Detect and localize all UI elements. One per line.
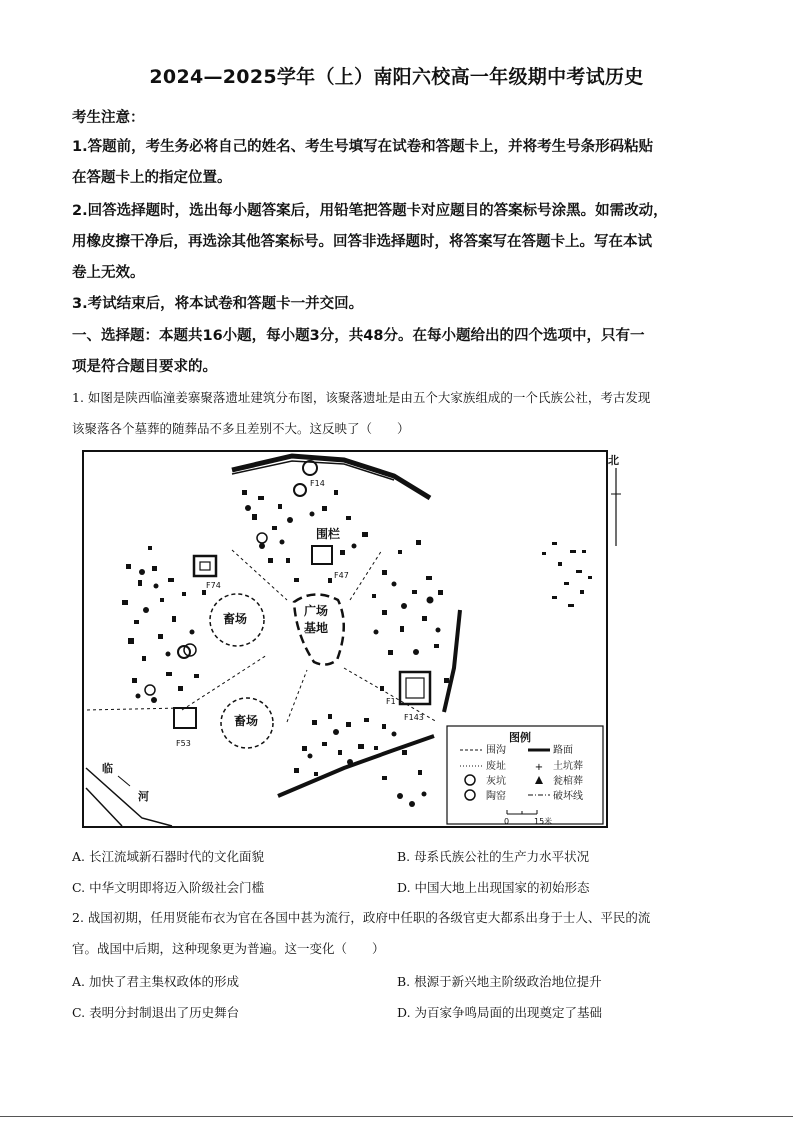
legend-item-kiln: 陶窑 (486, 791, 506, 802)
legend-item-pit-burial: 土坑葬 (553, 761, 583, 772)
question-2-option-d[interactable]: D. 为百家争鸣局面的出现奠定了基础 (397, 1005, 603, 1020)
map-label-f74: F74 (206, 581, 221, 590)
question-2-line-2: 官。战国中后期，这种现象更为普遍。这一变化（ ） (72, 941, 385, 956)
notice-label: 考生注意： (72, 110, 145, 126)
section-heading (72, 321, 724, 383)
settlement-map (82, 450, 608, 828)
map-label-plaza-2: 基地 (304, 621, 329, 635)
question-1-option-b[interactable]: B. 母系氏族公社的生产力水平状况 (397, 849, 590, 864)
svg-text:+: + (534, 762, 544, 773)
map-label-pen-2: 畜场 (234, 714, 259, 728)
legend-item-damage-line: 破坏线 (553, 791, 583, 802)
question-2-stem (72, 902, 724, 964)
map-label-f47: F47 (334, 571, 349, 580)
notice-2-line-3: 卷上无效。 (72, 265, 145, 281)
notice-2-line-1: 2.回答选择题时，选出每小题答案后，用铅笔把答题卡对应题目的答案标号涂黑。如需改动， (72, 203, 668, 219)
notice-1-line-1: 1.答题前，考生务必将自己的姓名、考生号填写在试卷和答题卡上，并将考生号条形码粘贴 (72, 139, 654, 155)
legend-item-urn-burial: 瓮棺葬 (553, 776, 583, 787)
legend-title: 图例 (509, 731, 531, 744)
map-label-f1: F1 (386, 697, 396, 706)
north-label: 北 (608, 454, 619, 467)
map-label-river-2: 河 (138, 790, 149, 803)
question-1-line-2: 该聚落各个墓葬的随葬品不多且差别不大。这反映了（ ） (72, 421, 410, 436)
map-label-plaza-1: 广场 (304, 604, 329, 618)
question-2-option-a[interactable]: A. 加快了君主集权政体的形成 (72, 974, 239, 989)
footer-rule (0, 1116, 793, 1117)
notice-3-line-1: 3.考试结束后，将本试卷和答题卡一并交回。 (72, 296, 364, 312)
notice-2-line-2: 用橡皮擦干净后，再选涂其他答案标号。回答非选择题时，将答案写在答题卡上。写在本试 (72, 234, 652, 250)
map-label-f53: F53 (176, 739, 191, 748)
question-2-line-1: 2. 战国初期，任用贤能布衣为官在各国中甚为流行，政府中任职的各级官吏大都系出身于士人、平民的流 (72, 910, 651, 925)
notice-1 (72, 132, 724, 194)
section-heading-line-1: 一、选择题：本题共16小题，每小题3分，共48分。在每小题给出的四个选项中，只有一 (72, 328, 645, 344)
north-arrow-icon (604, 450, 634, 550)
map-label-pen-1: 畜场 (223, 612, 248, 626)
section-heading-line-2: 项是符合题目要求的。 (72, 359, 217, 375)
exam-title: 2024—2025学年（上）南阳六校高一年级期中考试历史 (149, 66, 644, 88)
question-1-stem (72, 382, 724, 444)
legend-item-ash-pit: 灰坑 (486, 776, 506, 787)
question-2-option-b[interactable]: B. 根源于新兴地主阶级政治地位提升 (397, 974, 602, 989)
map-label-fence: 围栏 (316, 527, 341, 541)
notice-3 (72, 289, 724, 320)
legend-item-road: 路面 (553, 745, 573, 756)
map-label-f14: F14 (310, 479, 325, 488)
map-label-f143: F143 (404, 713, 424, 722)
legend-scale-zero: 0 (504, 817, 510, 826)
legend-item-ruins: 废址 (486, 761, 506, 772)
map-label-river-1: 临 (102, 762, 113, 775)
notice-1-line-2: 在答题卡上的指定位置。 (72, 170, 232, 186)
legend-item-ditch: 围沟 (486, 745, 506, 756)
question-2-option-c[interactable]: C. 表明分封制退出了历史舞台 (72, 1005, 240, 1020)
notice-2 (72, 196, 724, 289)
question-1-option-c[interactable]: C. 中华文明即将迈入阶级社会门槛 (72, 880, 265, 895)
legend-scale-value: 15米 (534, 817, 553, 826)
question-1-option-a[interactable]: A. 长江流域新石器时代的文化面貌 (72, 849, 264, 864)
question-1-option-d[interactable]: D. 中国大地上出现国家的初始形态 (397, 880, 590, 895)
question-1-line-1: 1. 如图是陕西临潼姜寨聚落遗址建筑分布图，该聚落遗址是由五个大家族组成的一个氏族公社，考古发现 (72, 390, 651, 405)
